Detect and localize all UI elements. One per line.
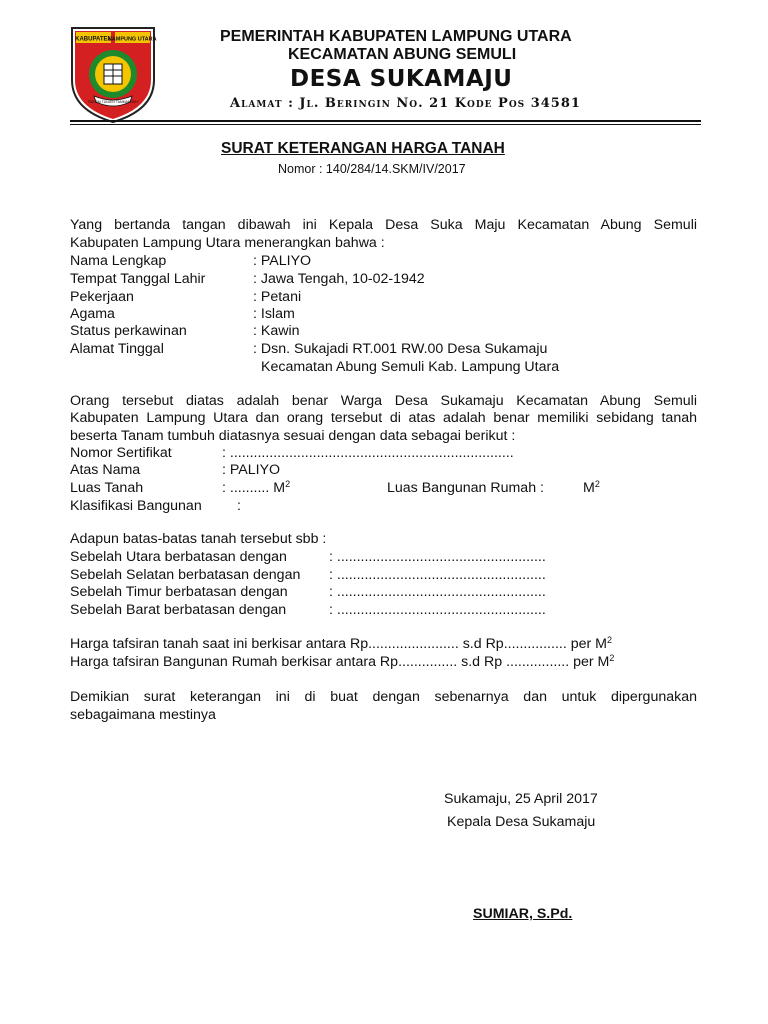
identity-name-value: : PALIYO [253, 253, 312, 269]
para2-line-2: Kabupaten Lampung Utara dan orang tersebut di atas adalah benar memiliki sebidang tanah [70, 410, 697, 426]
letterhead-village: DESA SUKAMAJU [290, 66, 513, 92]
border-south-value: : ..................................................... [329, 567, 546, 583]
signature-place-date: Sukamaju, 25 April 2017 [444, 791, 598, 807]
logo-right-label: LAMPUNG UTARA [108, 36, 157, 43]
identity-birth-label: Tempat Tanggal Lahir [70, 271, 206, 287]
signature-name: SUMIAR, S.Pd. [473, 906, 573, 922]
signature-position: Kepala Desa Sukamaju [447, 814, 596, 830]
letterhead-government: PEMERINTAH KABUPATEN LAMPUNG UTARA [220, 28, 572, 45]
border-north-value: : ..................................................... [329, 549, 546, 565]
regency-logo-emblem [64, 22, 162, 126]
border-west-value: : ..................................................... [329, 602, 546, 618]
identity-address-value: : Dsn. Sukajadi RT.001 RW.00 Desa Sukamaju [253, 341, 548, 357]
letter-number: Nomor : 140/284/14.SKM/IV/2017 [278, 162, 466, 176]
house-price-sup: 2 [609, 653, 615, 663]
letterhead-address: Alamat : Jl. Beringin No. 21 Kode Pos 34581 [230, 96, 581, 111]
para2-line-1: Orang tersebut diatas adalah benar Warga Desa Sukamaju Kecamatan Abung Semuli [70, 393, 697, 409]
identity-birth-value: : Jawa Tengah, 10-02-1942 [253, 271, 425, 287]
cert-number-label: Nomor Sertifikat [70, 445, 172, 461]
border-south-label: Sebelah Selatan berbatasan dengan [70, 567, 301, 583]
logo-motto: RAGEM TUNJEH TAMMANGEH [88, 100, 138, 104]
land-area-value [222, 479, 290, 497]
identity-religion-label: Agama [70, 306, 115, 322]
building-area-unit-sup: 2 [594, 479, 600, 489]
border-west-label: Sebelah Barat berbatasan dengan [70, 602, 287, 618]
identity-address-label: Alamat Tinggal [70, 341, 164, 357]
closing-line-2: sebagaimana mestinya [70, 707, 216, 723]
logo-left-label: KABUPATEN [75, 36, 112, 43]
identity-religion-value: : Islam [253, 306, 295, 322]
cert-number-value: : ........................................................................ [222, 445, 514, 461]
identity-job-label: Pekerjaan [70, 289, 134, 305]
building-class-value: : [237, 498, 241, 514]
closing-line-1: Demikian surat keterangan ini di buat dengan sebenarnya dan untuk dipergunakan [70, 689, 697, 705]
border-north-label: Sebelah Utara berbatasan dengan [70, 549, 287, 565]
owner-value: : PALIYO [222, 462, 281, 478]
identity-address-cont: Kecamatan Abung Semuli Kab. Lampung Utara [261, 359, 560, 375]
border-east-value: : ..................................................... [329, 584, 546, 600]
house-price-text: Harga tafsiran Bangunan Rumah berkisar antara Rp............... s.d Rp ................ per M [70, 654, 610, 670]
intro-line-2: Kabupaten Lampung Utara menerangkan bahwa : [70, 235, 385, 251]
letterhead-district: KECAMATAN ABUNG SEMULI [288, 46, 517, 63]
land-price-text: Harga tafsiran tanah saat ini berkisar antara Rp....................... s.d Rp................ per M [70, 636, 607, 652]
regency-logo [64, 22, 162, 126]
identity-job-value: : Petani [253, 289, 302, 305]
identity-name-label: Nama Lengkap [70, 253, 167, 269]
land-price-sup: 2 [606, 635, 612, 645]
building-class-label: Klasifikasi Bangunan [70, 498, 202, 514]
para2-line-3: beserta Tanam tumbuh diatasnya sesuai dengan data sebagai berikut : [70, 428, 516, 444]
identity-marital-label: Status perkawinan [70, 323, 187, 339]
land-area-value-text: : .......... M [222, 480, 286, 496]
house-price-line [70, 653, 614, 671]
letterhead-rule-thin [70, 124, 701, 125]
border-east-label: Sebelah Timur berbatasan dengan [70, 584, 288, 600]
building-area-unit: M [583, 480, 595, 496]
building-area-label: Luas Bangunan Rumah : [387, 480, 544, 496]
intro-line-1: Yang bertanda tangan dibawah ini Kepala Desa Suka Maju Kecamatan Abung Semuli [70, 217, 697, 233]
land-price-line [70, 635, 612, 653]
land-area-label: Luas Tanah [70, 480, 144, 496]
letter-title: SURAT KETERANGAN HARGA TANAH [221, 140, 505, 157]
identity-marital-value: : Kawin [253, 323, 300, 339]
owner-label: Atas Nama [70, 462, 141, 478]
land-area-unit-sup: 2 [285, 479, 291, 489]
letterhead-rule [70, 120, 701, 122]
borders-intro: Adapun batas-batas tanah tersebut sbb : [70, 531, 327, 547]
building-area-value [583, 479, 600, 497]
